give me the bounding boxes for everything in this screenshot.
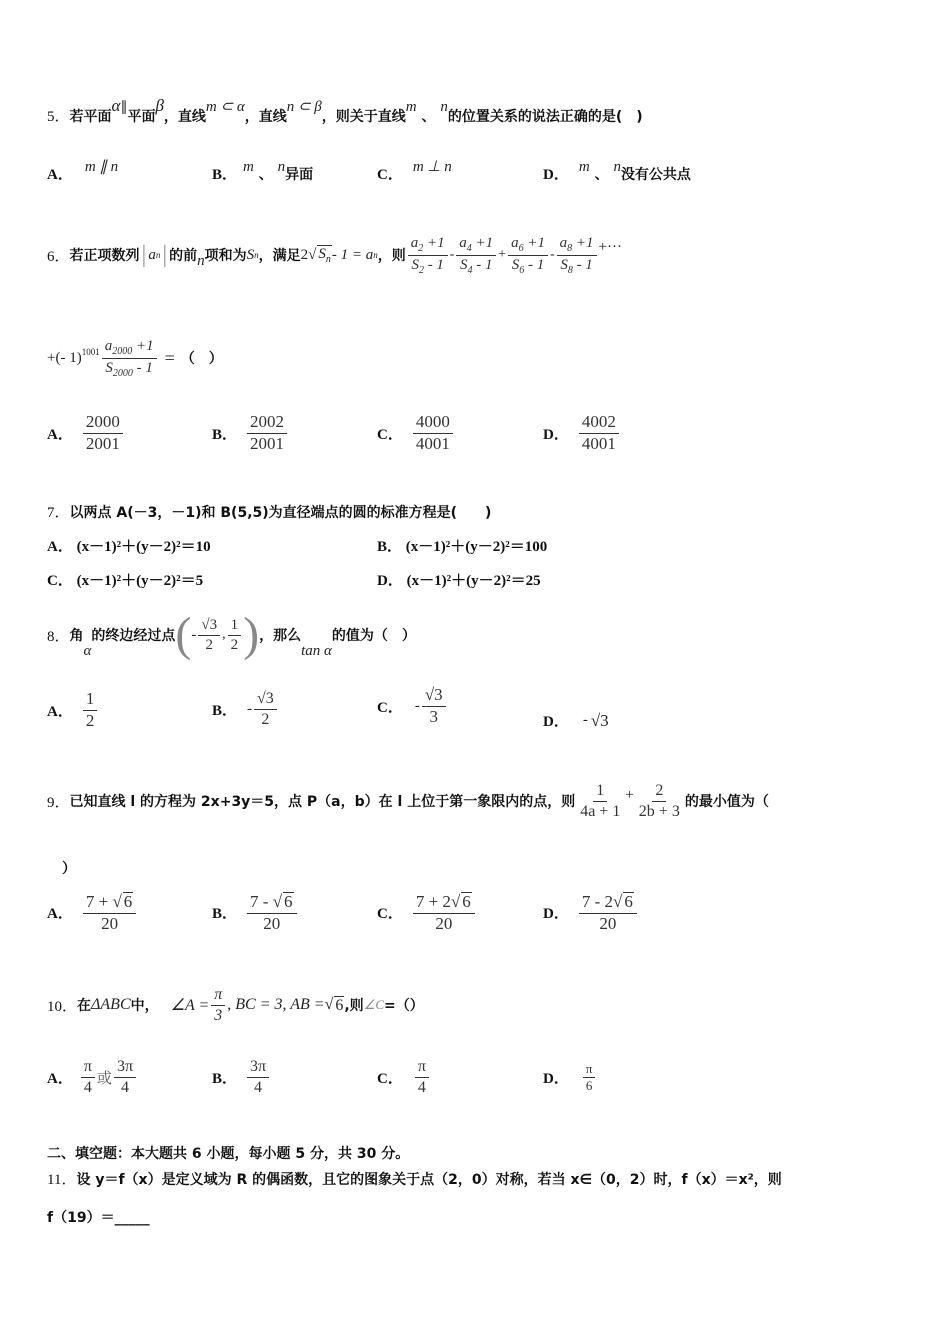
question-6-option-b[interactable]: B． $\frac{2002}{2001}$	[212, 413, 289, 453]
question-7-option-a[interactable]: A． (x－1)²＋(y－2)²＝10	[47, 539, 211, 555]
question-8-option-a[interactable]: A． $\frac{1}{2}$	[47, 690, 99, 730]
question-10-stem: 10． 在 ΔABC 中， ∠A = $\frac{\pi}{3}$ , BC = 3, AB = √ 6 ,则 ∠C =（）	[47, 985, 424, 1024]
question-6-stem: 6． 若正项数列 | a n | 的前 n 项和为 S n ，满足 2 √ $S_n$ - 1 = a n ，则 $\frac{a_2 +1}{S_2 - 1}$ - $\frac{a_4 +1}{S_4 - 1}$ + $\frac{a_6 +1}{S_6 - 1}$ - $\frac{a_8 +1}{S_8 - 1}$ +···	[47, 234, 622, 276]
question-7-stem: 7．以两点 A(－3，－1)和 B(5,5)为直径端点的圆的标准方程是( )	[47, 505, 492, 521]
q6-term-4: $\frac{a_8 +1}{S_8 - 1}$	[557, 235, 597, 276]
question-9-stem: 9． 已知直线 l 的方程为 2x+3y＝5，点 P（a，b）在 l 上位于第一象限内的点，则 $\frac{1}{4a + 1}$ + $\frac{2}{2b + 3}$ 的最小值为（	[47, 781, 769, 820]
question-9-option-a[interactable]: A． $\frac{7 + √ 6}{20}$	[47, 892, 138, 933]
question-8-option-d[interactable]: D． - √3	[543, 710, 609, 730]
question-11-line2[interactable]: f（19）＝_____	[47, 1210, 150, 1226]
q6-term-1: $\frac{a_2 +1}{S_2 - 1}$	[408, 235, 448, 276]
question-5-option-d[interactable]: D． m 、 n没有公共点	[543, 159, 691, 183]
question-7-option-b[interactable]: B． (x－1)²＋(y－2)²＝100	[377, 539, 548, 555]
question-8-stem: 8． 角 α 的终边经过点 ( - $\frac{√3}{2}$ , $\frac{1}{2}$ ) ，那么 tan α 的值为（ ）	[47, 608, 416, 661]
section-2-heading: 二、填空题：本大题共 6 小题，每小题 5 分，共 30 分。	[47, 1146, 410, 1162]
question-6-option-a[interactable]: A． $\frac{2000}{2001}$	[47, 413, 125, 453]
question-9-option-c[interactable]: C． $\frac{7 + 2√ 6}{20}$	[377, 892, 477, 933]
question-10-option-b[interactable]: B． $\frac{3\pi}{4}$	[212, 1058, 271, 1096]
question-10-option-c[interactable]: C． $\frac{\pi}{4}$	[377, 1058, 431, 1096]
question-5-option-b[interactable]: B． m 、 n异面	[212, 159, 314, 183]
question-7-option-d[interactable]: D． (x－1)²＋(y－2)²＝25	[377, 573, 541, 589]
q6-term-3: $\frac{a_6 +1}{S_6 - 1}$	[508, 235, 548, 276]
question-9-option-d[interactable]: D． $\frac{7 - 2√ 6}{20}$	[543, 892, 639, 933]
question-9-close-paren: ）	[62, 861, 76, 877]
question-5-option-a[interactable]: A． m ∥ n	[47, 159, 119, 183]
q6-last-term: $\frac{a_{2000} +1}{S_{2000} - 1}$	[102, 338, 157, 379]
question-10-option-a[interactable]: A． $\frac{\pi}{4}$ 或 $\frac{3\pi}{4}$	[47, 1058, 138, 1096]
question-8-option-b[interactable]: B． - $\frac{√3}{2}$	[212, 690, 279, 728]
question-5-stem: 5．若平面α∥平面β，直线m ⊂ α，直线n ⊂ β，则关于直线m 、 n的位置关系的说法正确的是( )	[47, 96, 643, 125]
question-6-line2: +(- 1) $^{1001}$ $\frac{a_{2000} +1}{S_{2000} - 1}$ = （ ）	[47, 337, 223, 379]
question-6-option-c[interactable]: C． $\frac{4000}{4001}$	[377, 413, 455, 453]
question-10-option-d[interactable]: D． $\frac{\pi}{6}$	[543, 1062, 597, 1094]
question-8-option-c[interactable]: C． - $\frac{√3}{3}$	[377, 686, 448, 726]
question-5-option-c[interactable]: C． m ⊥ n	[377, 159, 452, 183]
question-11-line1: 11．设 y＝f（x）是定义域为 R 的偶函数，且它的图象关于点（2，0）对称，若当 x∈（0，2）时，f（x）＝x²，则	[47, 1172, 782, 1188]
question-7-option-c[interactable]: C． (x－1)²＋(y－2)²＝5	[47, 573, 204, 589]
q6-term-2: $\frac{a_4 +1}{S_4 - 1}$	[456, 235, 496, 276]
question-9-option-b[interactable]: B． $\frac{7 - √ 6}{20}$	[212, 892, 299, 933]
question-6-option-d[interactable]: D． $\frac{4002}{4001}$	[543, 413, 621, 453]
